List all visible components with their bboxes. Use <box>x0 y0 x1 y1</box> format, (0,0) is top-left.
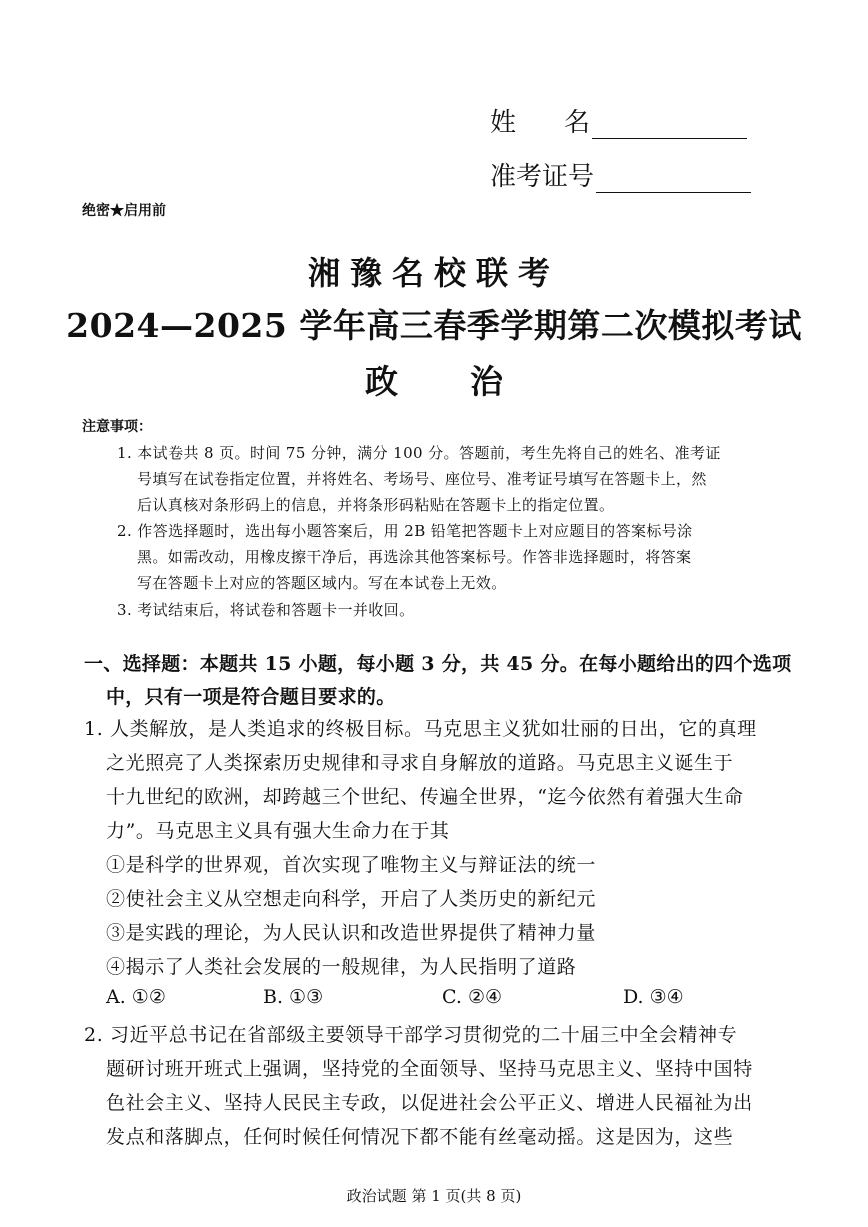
note-line: 3. 考试结束后，将试卷和答题卡一并收回。 <box>117 601 415 619</box>
notes-heading: 注意事项： <box>82 419 152 435</box>
name-blank-line <box>592 112 747 139</box>
note-line: 后认真核对条形码上的信息，并将条形码粘贴在答题卡上的指定位置。 <box>137 496 615 514</box>
q1-item: ④揭示了人类社会发展的一般规律，为人民指明了道路 <box>106 956 577 978</box>
q1-option-b: B. ①③ <box>263 986 324 1008</box>
note-line: 写在答题卡上对应的答题区域内。写在本试卷上无效。 <box>137 574 507 592</box>
q1-stem-line: 1. 人类解放，是人类追求的终极目标。马克思主义犹如壮丽的日出，它的真理 <box>84 718 757 740</box>
name-label: 姓名 <box>490 108 639 138</box>
section-heading-cont: 中，只有一项是符合题目要求的。 <box>106 686 396 708</box>
q1-item: ①是科学的世界观，首次实现了唯物主义与辩证法的统一 <box>106 854 597 876</box>
page-footer: 政治试题 第 1 页(共 8 页) <box>346 1187 522 1205</box>
q1-stem-line: 十九世纪的欧洲，却跨越三个世纪、传遍全世界，“迄今依然有着强大生命 <box>106 786 744 808</box>
q1-stem-line: 之光照亮了人类探索历史规律和寻求自身解放的道路。马克思主义诞生于 <box>106 752 734 774</box>
exam-org-title: 湘豫名校联考 <box>307 254 560 292</box>
exam-id-label: 准考证号 <box>490 162 595 192</box>
q1-option-d: D. ③④ <box>623 986 684 1008</box>
q2-stem-line: 发点和落脚点，任何时候任何情况下都不能有丝毫动摇。这是因为，这些 <box>106 1126 734 1148</box>
q2-stem-line: 色社会主义、坚持人民民主专政，以促进社会公平正义、增进人民福祉为出 <box>106 1092 753 1114</box>
note-line: 1. 本试卷共 8 页。时间 75 分钟，满分 100 分。答题前，考生先将自己的姓名、准考证 <box>117 444 721 462</box>
exam-id-field <box>490 156 751 193</box>
note-line: 2. 作答选择题时，选出每小题答案后，用 2B 铅笔把答题卡上对应题目的答案标号涂 <box>117 522 693 540</box>
q2-stem-line: 题研讨班开班式上强调，坚持党的全面领导、坚持马克思主义、坚持中国特 <box>106 1058 753 1080</box>
exam-id-blank-line <box>596 166 751 193</box>
q1-stem-line: 力”。马克思主义具有强大生命力在于其 <box>106 820 450 842</box>
note-line: 号填写在试卷指定位置，并将姓名、考场号、座位号、准考证号填写在答题卡上，然 <box>137 470 707 488</box>
secret-mark: 绝密★启用前 <box>82 203 166 219</box>
name-field <box>490 102 747 139</box>
q2-stem-line: 2. 习近平总书记在省部级主要领导干部学习贯彻党的二十届三中全会精神专 <box>84 1024 738 1046</box>
section-heading: 一、选择题：本题共 15 小题，每小题 3 分，共 45 分。在每小题给出的四个选项 <box>84 653 792 675</box>
subject-title: 政治 <box>365 362 575 401</box>
note-line: 黑。如需改动，用橡皮擦干净后，再选涂其他答案标号。作答非选择题时，将答案 <box>137 548 692 566</box>
q1-item: ②使社会主义从空想走向科学，开启了人类历史的新纪元 <box>106 888 597 910</box>
q1-option-a: A. ①② <box>106 986 166 1008</box>
q1-item: ③是实践的理论，为人民认识和改造世界提供了精神力量 <box>106 922 597 944</box>
exam-name-title: 2024—2025 学年高三春季学期第二次模拟考试 <box>66 306 802 345</box>
q1-option-c: C. ②④ <box>442 986 503 1008</box>
